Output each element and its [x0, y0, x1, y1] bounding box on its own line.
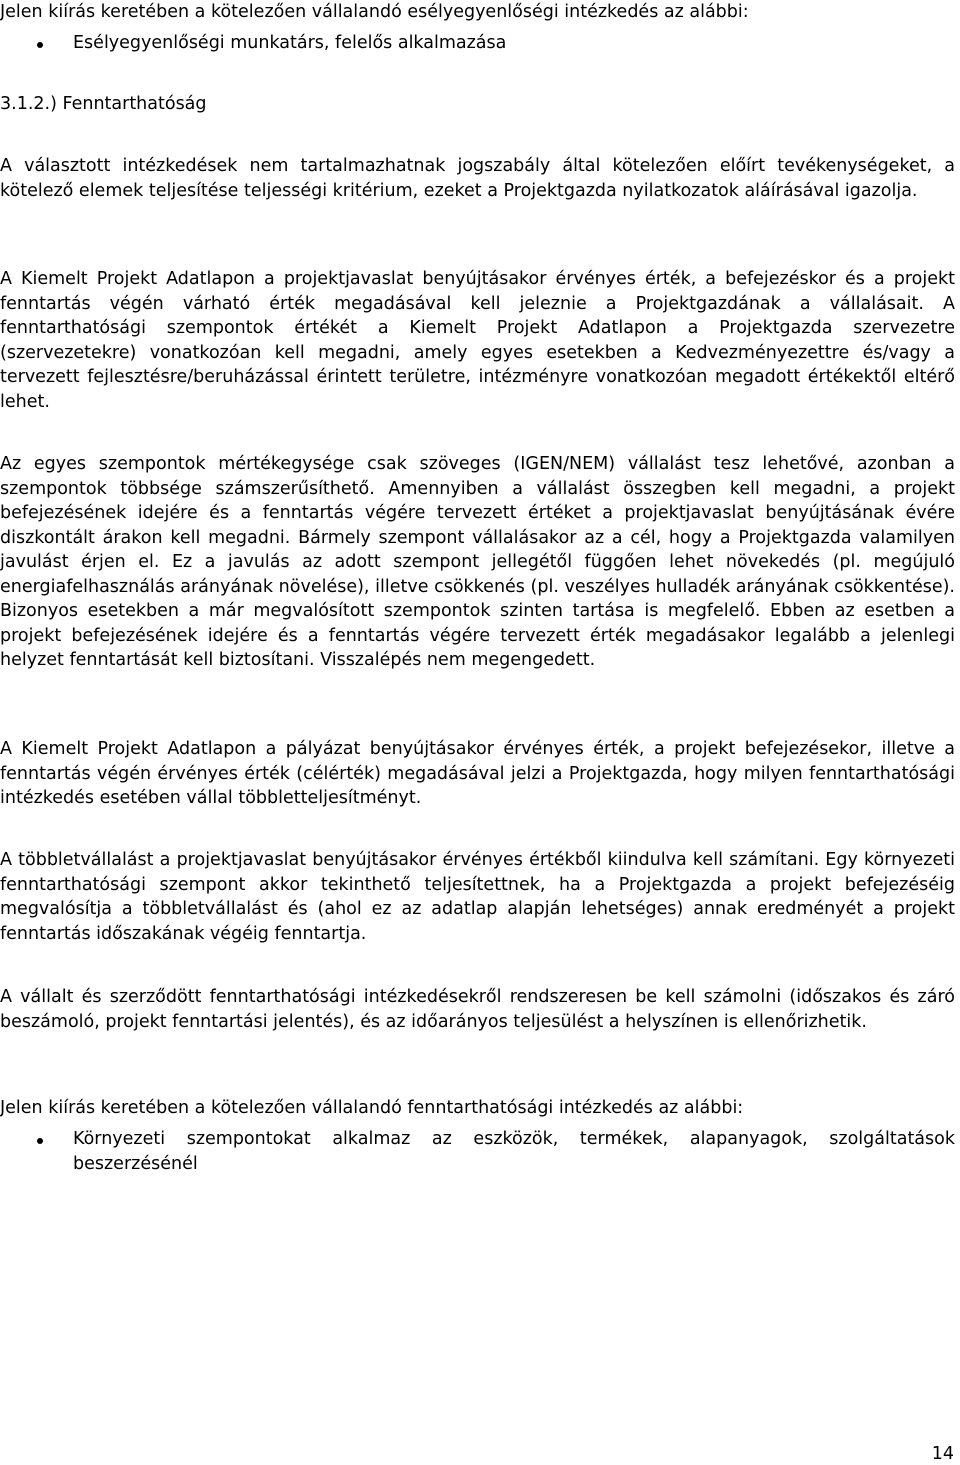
paragraph: A Kiemelt Projekt Adatlapon a pályázat benyújtásakor érvényes érték, a projekt befejezésekor, illetve a fenntartás végén érvényes érték (célérték) megadásával jelzi a Projektgazda, hogy milyen fenntarthatósági intézkedés esetében vállal többletteljesítményt. — [0, 739, 955, 808]
paragraph: A választott intézkedések nem tartalmazhatnak jogszabály által kötelezően előírt tevékenységeket, a kötelező elemek teljesítése teljességi kritérium, ezeket a Projektgazda nyilatkozatok aláírásával igazolja. — [0, 156, 955, 201]
list-item — [0, 1127, 955, 1176]
equal-opportunity-list — [0, 31, 955, 56]
paragraph: A Kiemelt Projekt Adatlapon a projektjavaslat benyújtásakor érvényes érték, a befejezéskor és a projekt fenntartás végén várható érték megadásával kell jeleznie a Projektgazdának a vállalásait. A fenntarthatósági szempontok értékét a Kiemelt Projekt Adatlapon a Projektgazda szervezetre (szervezetekre) vonatkozóan kell megadni, amely egyes esetekben a Kedvezményezettre és/vagy a tervezett fejlesztésre/beruházással érintett területre, intézményre vonatkozóan megadott értékektől eltérő lehet. — [0, 269, 955, 412]
list-item-text: Esélyegyenlőségi munkatárs, felelős alkalmazása — [73, 33, 507, 53]
section-heading: 3.1.2.) Fenntarthatóság — [0, 94, 207, 114]
paragraph: Az egyes szempontok mértékegysége csak szöveges (IGEN/NEM) vállalást tesz lehetővé, azonban a szempontok többsége számszerűsíthető. Amennyiben a vállalást összegben kell megadni, a projekt befejezésének idejére és a fenntartás végére tervezett értéket a projektjavaslat benyújtásának évére diszkontált árakon kell megadni. Bármely szempont vállalásakor az a cél, hogy a Projektgazda valamilyen javulást érjen el. Ez a javulás az adott szempont jellegétől függően lehet növekedés (pl. megújuló energiafelhasználás arányának növelése), illetve csökkenés (pl. veszélyes hulladék arányának csökkentése). Bizonyos esetekben a már megvalósított szempontok szinten tartása is megfelelő. Ebben az esetben a projekt befejezésének idejére és a fenntartás végére tervezett érték megadásakor legalább a jelenlegi helyzet fenntartását kell biztosítani. Visszalépés nem megengedett. — [0, 454, 955, 670]
list-item — [0, 31, 955, 56]
list-item-text: Környezeti szempontokat alkalmaz az eszközök, termékek, alapanyagok, szolgáltatások beszerzésénél — [73, 1129, 955, 1174]
sustainability-list — [0, 1127, 955, 1176]
equal-opportunity-intro: Jelen kiírás keretében a kötelezően vállalandó esélyegyenlőségi intézkedés az alábbi: — [0, 2, 749, 22]
bullet-icon — [37, 1138, 43, 1144]
page-number: 14 — [931, 1444, 954, 1464]
bullet-icon — [37, 42, 43, 48]
paragraph: A többletvállalást a projektjavaslat benyújtásakor érvényes értékből kiindulva kell számítani. Egy környezeti fenntarthatósági szempont akkor tekinthető teljesítettnek, ha a Projektgazda a projekt befejezéséig megvalósítja a többletvállalást és (ahol ez az adatlap alapján lehetséges) annak eredményét a projekt fenntartás időszakának végéig fenntartja. — [0, 850, 955, 944]
sustainability-intro: Jelen kiírás keretében a kötelezően vállalandó fenntarthatósági intézkedés az alábbi: — [0, 1098, 744, 1118]
paragraph: A vállalt és szerződött fenntarthatósági intézkedésekről rendszeresen be kell számolni (időszakos és záró beszámoló, projekt fenntartási jelentés), és az időarányos teljesülést a helyszínen is ellenőrizhetik. — [0, 987, 955, 1032]
